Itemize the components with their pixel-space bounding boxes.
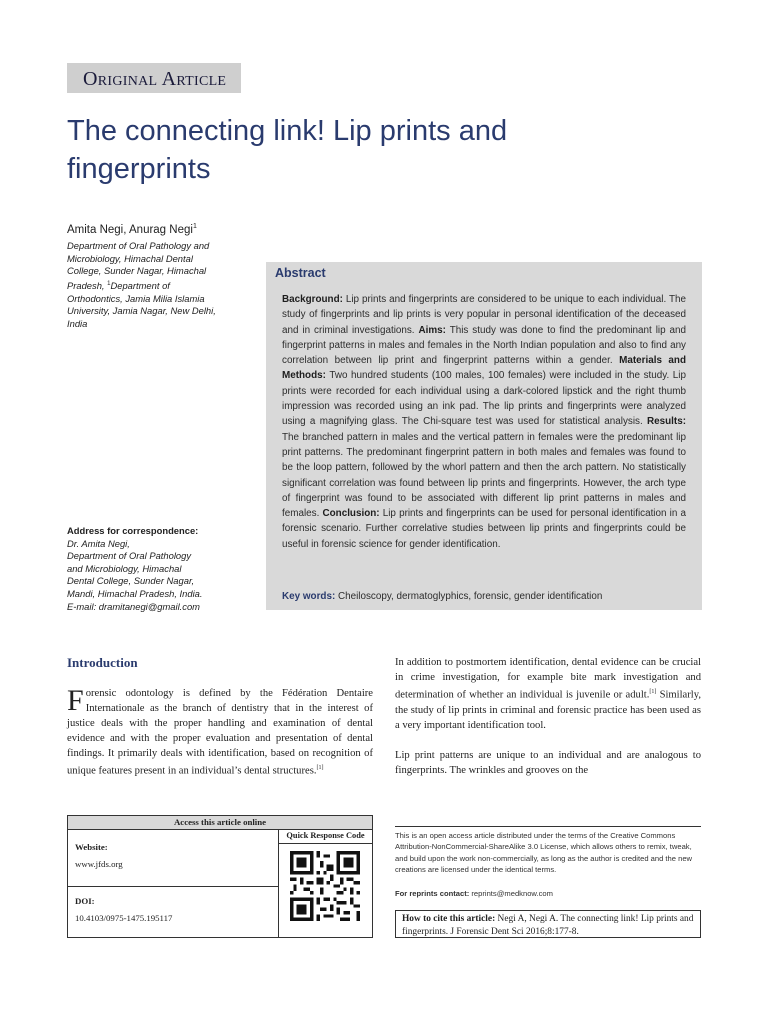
abstract-body <box>282 292 686 552</box>
paragraph-text: orensic odontology is defined by the Fédération Dentaire Internationale as the branch of dentistry that in the interest of justice deals with the proper handling and examination of dental evidence and with the proper evaluation and presentation of dental findings. It primarily deals with identification, based on recognition of unique features present in an individual’s dental structures. <box>67 688 373 777</box>
abstract-heading: Abstract <box>275 266 326 280</box>
abstract-text: Lip prints and fingerprints can be used for personal identification in a forensic scenario. Further correlative studies between lip prints and fingerprints could be useful in forensic science for gender identification. <box>282 508 686 550</box>
correspondence-address <box>67 525 242 613</box>
abstract-label: Background: <box>282 294 343 305</box>
license-notice: This is an open access article distributed under the terms of the Creative Commons Attribution-NonCommercial-ShareAlike 3.0 License, which allows others to remix, tweak, and build upon the work non-commercially, as long as the author is credited and the new creations are licensed under the identical terms. <box>395 831 693 875</box>
affiliation-2: Department of Orthodontics, Jamia Milia Islamia University, Jamia Nagar, New Delhi, India <box>67 279 216 329</box>
article-type-label: Original Article <box>83 68 227 90</box>
drop-cap: F <box>67 684 84 717</box>
correspondence-line: Department of Oral Pathology <box>67 550 192 562</box>
abstract-label: Materials and Methods: <box>282 355 686 382</box>
intro-right-column <box>395 655 701 793</box>
correspondence-heading: Address for correspondence: <box>67 525 199 536</box>
abstract-text: Two hundred students (100 males, 100 females) were included in the study. Lip prints were recorded for each individual using a dark-colored lipstick and the right thumb impression was recorded using an ink pad. The lip prints and fingerprints were analyzed using a magnifying glass. The Chi-square test was used for statistical analysis. <box>282 370 686 428</box>
correspondence-name: Dr. Amita Negi, <box>67 537 130 549</box>
table-divider <box>278 829 279 937</box>
reprints-contact <box>395 889 701 898</box>
correspondence-line: Dental College, Sunder Nagar, <box>67 575 195 587</box>
author-names: Amita Negi, Anurag Negi <box>67 223 193 236</box>
intro-paragraph-1 <box>67 686 373 779</box>
abstract-label: Conclusion: <box>322 508 380 520</box>
intro-paragraph-3: Lip print patterns are unique to an individual and are analogous to fingerprints. The wrinkles and grooves on the <box>395 749 701 776</box>
author-list <box>67 223 267 236</box>
website-link[interactable]: www.jfds.org <box>75 859 123 869</box>
affiliation-sup: 1 <box>107 280 111 287</box>
abstract-label: Results: <box>647 416 686 428</box>
qr-code-label: Quick Response Code <box>279 829 372 844</box>
article-type-tag <box>67 63 241 93</box>
access-article-table <box>67 815 373 938</box>
abstract-box <box>266 262 702 610</box>
access-table-header: Access this article online <box>68 816 372 830</box>
keywords-text: Cheiloscopy, dermatoglyphics, forensic, gender identification <box>335 591 603 602</box>
doi-label: DOI: <box>75 896 95 906</box>
affiliations <box>67 240 227 330</box>
abstract-text: The branched pattern in males and the vertical pattern in females were the predominant lip print patterns. The predominant fingerprint pattern in both males and females was found to be the loop pattern, followed by the whorl pattern and then the arch pattern. No statistically significant correlation was found between lip prints and fingerprints. However, the arch type of fingerprint was found to be associated with different lip print patterns in males and females. <box>282 431 686 520</box>
abstract-text: Lip prints and fingerprints are considered to be unique to each individual. The study of fingerprints and lip prints is very popular in personal identification of the deceased and in criminal investigations. <box>282 294 686 336</box>
correspondence-email[interactable]: E-mail: dramitanegi@gmail.com <box>67 600 200 612</box>
qr-code-icon[interactable] <box>290 851 360 921</box>
citation-ref[interactable]: [1] <box>316 765 324 771</box>
doi-value[interactable]: 10.4103/0975-1475.195117 <box>75 913 173 923</box>
citation-text: Negi A, Negi A. The connecting link! Lip prints and fingerprints. J Forensic Dent Sci 2016;8:177-8. <box>402 914 694 937</box>
abstract-label: Aims: <box>418 324 446 336</box>
citation-box <box>395 910 701 938</box>
section-heading-introduction: Introduction <box>67 655 138 670</box>
author-sup: 1 <box>192 223 197 230</box>
footnote-divider <box>395 826 701 827</box>
affiliation-1: Department of Oral Pathology and Microbiology, Himachal Dental College, Sunder Nagar, Himachal Pradesh, <box>67 240 210 291</box>
abstract-text: This study was done to find the predominant lip and fingerprint patterns in males and females in the North Indian population and also to find any correlation between lip print and fingerprint patterns within a gender. <box>282 324 686 367</box>
reprints-email[interactable]: reprints@medknow.com <box>469 889 553 898</box>
correspondence-line: and Microbiology, Himachal <box>67 562 182 574</box>
paragraph-text: Similarly, the study of lip prints in criminal and forensic practice has been used as a very important identification tool. <box>395 689 701 731</box>
table-divider <box>68 886 278 887</box>
website-label: Website: <box>75 842 108 852</box>
citation-ref[interactable]: [1] <box>649 689 657 695</box>
citation-label: How to cite this article: <box>402 914 496 924</box>
keywords <box>282 591 686 602</box>
correspondence-line: Mandi, Himachal Pradesh, India. <box>67 587 203 599</box>
paragraph-text: In addition to postmortem identification, dental evidence can be crucial in crime investigation, for example bite mark investigation and determination of whether an individual is juvenile or adult. <box>395 657 701 701</box>
intro-paragraph-2 <box>395 655 701 733</box>
reprints-label: For reprints contact: <box>395 889 470 898</box>
article-title: The connecting link! Lip prints and fingerprints <box>67 115 508 185</box>
keywords-label: Key words: <box>282 591 336 602</box>
